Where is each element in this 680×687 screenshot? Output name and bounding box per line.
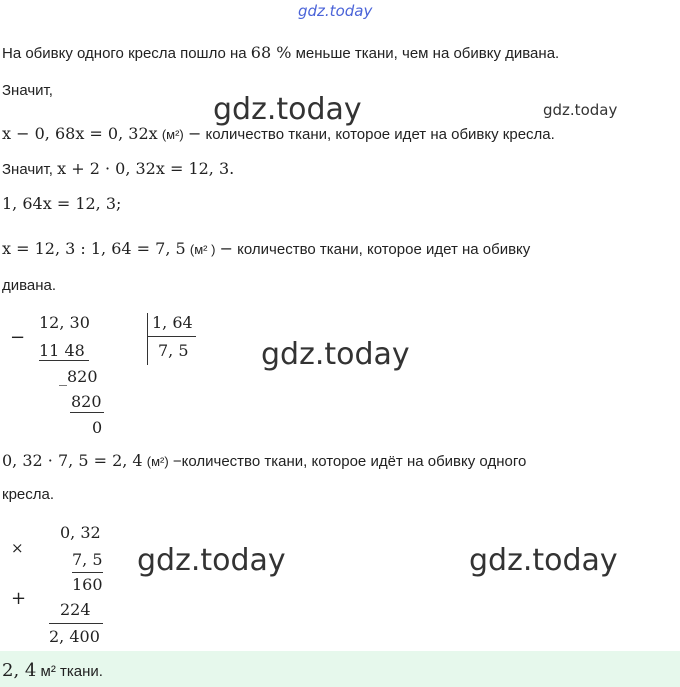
times-sign: × (11, 539, 24, 557)
therefore-prefix: Значит, (2, 161, 58, 178)
answer-box (0, 651, 680, 687)
quotient: 7, 5 (158, 341, 189, 360)
equation-line (2, 159, 234, 178)
unit-label: (м² ) (189, 242, 216, 257)
therefore-label: Значит, (2, 82, 53, 99)
divisor-rule (148, 336, 196, 337)
subtrahend-1: 11 48 (39, 341, 85, 360)
main-equation: x + 2 · 0, 32x = 12, 3. (57, 159, 235, 178)
division-rule-1 (39, 360, 89, 361)
dividend: 12, 30 (39, 313, 90, 332)
partial-product-1: 160 (72, 575, 103, 594)
chair-equation: x − 0, 68x = 0, 32x (2, 124, 158, 143)
mult-rule-2 (49, 623, 103, 624)
watermark-2: gdz.today (261, 337, 410, 372)
factor-b: 7, 5 (72, 550, 103, 569)
partial-product-2: 224 (60, 600, 91, 619)
answer-line (2, 660, 103, 681)
answer-value: 2, 4 (2, 660, 37, 681)
remainder-1: _820 (59, 367, 98, 386)
sofa-fabric-line (2, 239, 530, 258)
percent-value: 68 % (250, 43, 292, 62)
chair-fabric-text: количество ткани, которое идет на обивку кресла. (201, 126, 555, 143)
chair-result-equation: 0, 32 · 7, 5 = 2, 4 (2, 451, 143, 470)
product: 2, 400 (49, 627, 100, 646)
watermark-4: gdz.today (469, 543, 618, 578)
simplified-equation: 1, 64x = 12, 3; (2, 194, 122, 213)
division-rule-2 (70, 412, 104, 413)
sofa-fabric-line-end: дивана. (2, 277, 57, 294)
statement-text-a: На обивку одного кресла пошло на (2, 45, 251, 62)
problem-statement (2, 43, 559, 62)
chair-result-line (2, 451, 526, 470)
unit-label: (м²) (161, 127, 184, 142)
chair-result-line-end: кресла. (2, 486, 55, 503)
sofa-equation: x = 12, 3 : 1, 64 = 7, 5 (2, 239, 186, 258)
unit-label: (м²) (146, 454, 169, 469)
watermark-1: gdz.today (213, 92, 362, 127)
subtrahend-2: 820 (71, 392, 102, 411)
division-bar (147, 313, 148, 365)
watermark-small: gdz.today (543, 101, 618, 119)
dash: − (187, 124, 202, 143)
chair-result-text: −количество ткани, которое идёт на обивку одного (168, 453, 527, 470)
factor-a: 0, 32 (60, 523, 101, 542)
dash: − (219, 239, 233, 258)
watermark-top: gdz.today (298, 2, 373, 20)
remainder-2: 0 (92, 418, 103, 437)
answer-unit: м² ткани. (36, 663, 103, 680)
mult-rule-1 (72, 572, 103, 573)
chair-fabric-line (2, 124, 555, 143)
statement-text-b: меньше ткани, чем на обивку дивана. (291, 45, 560, 62)
plus-sign: + (11, 588, 27, 609)
watermark-3: gdz.today (137, 543, 286, 578)
divisor: 1, 64 (152, 313, 193, 332)
minus-sign: − (10, 327, 26, 348)
sofa-fabric-text: количество ткани, которое идет на обивку (233, 241, 531, 258)
